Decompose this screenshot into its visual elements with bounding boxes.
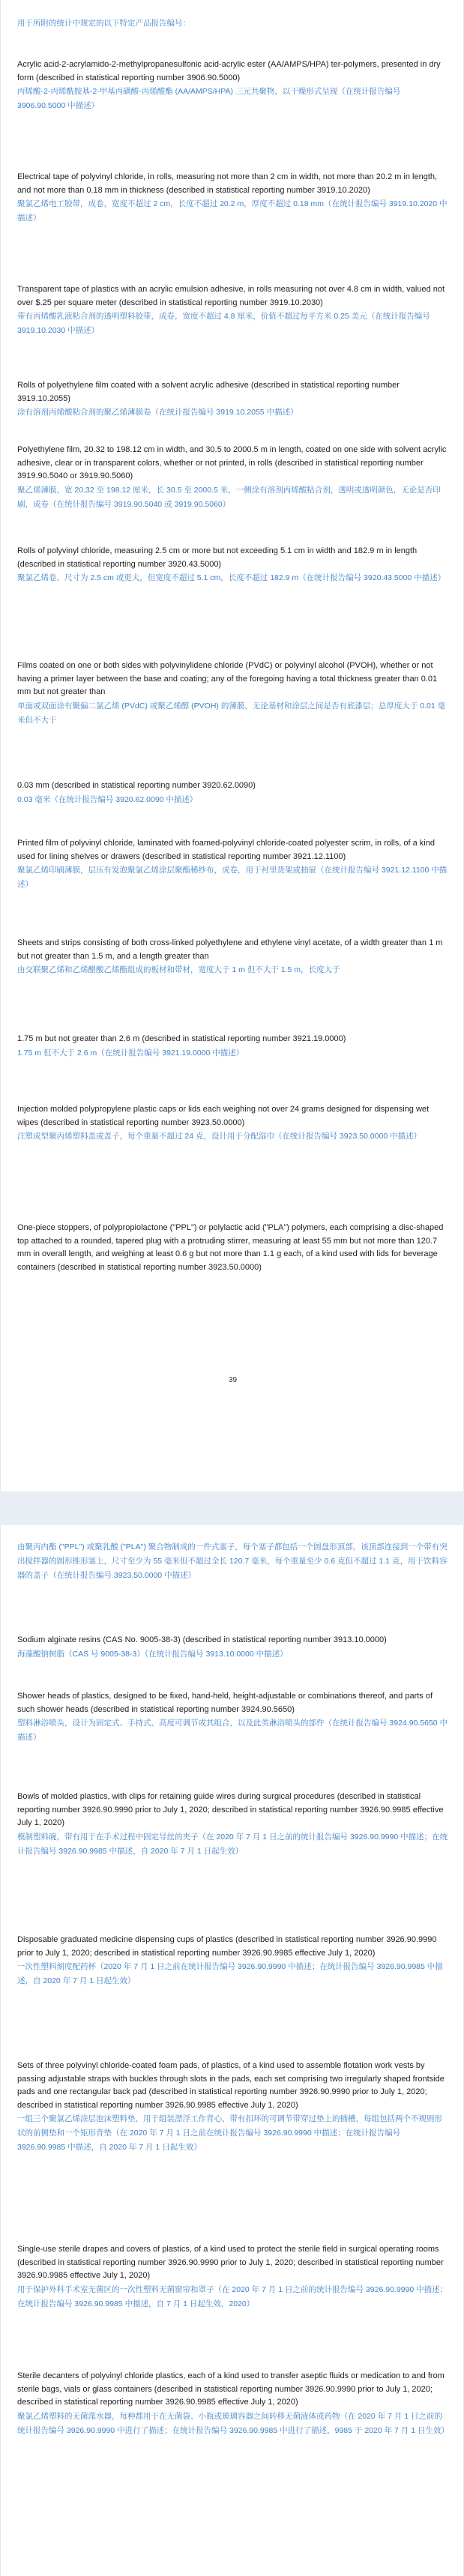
item-text-en: Sterile decanters of polyvinyl chloride plastics, each of a kind used to transfer aseptic fluids or medication to and from sterile bags, vials or glass containers (described in statistical reporting number 3926.90.9990 prior to July 1, 2020; described in statistical reporting number 3926.90.9985 effective July 1, 2020) xyxy=(17,2371,445,2407)
item-text-en: Rolls of polyvinyl chloride, measuring 2.5 cm or more but not exceeding 5.1 cm in width and 182.9 m in length (described in statistical reporting number 3920.43.5000) xyxy=(17,546,418,569)
page-number: 39 xyxy=(228,1376,238,1384)
item-text-zh: 聚氯乙烯印刷薄膜，层压有发泡聚氯乙烯涂层聚酯稀纱布，成卷，用于衬里货架或抽屉（在统计报告编号 3921.12.1100 中描述） xyxy=(17,866,448,889)
item-block xyxy=(17,1103,448,1144)
item-text-en: Electrical tape of polyvinyl chloride, in rolls, measuring not more than 2 cm in width, not more than 20.2 m in length, and not more than 0.18 mm in thickness (described in statistical reporting number 3919.10.2020) xyxy=(17,172,438,195)
page-separator xyxy=(0,1491,464,1525)
item-text-zh: 用于保护外科手术室无菌区的一次性塑料无菌窗帘和罩子（在 2020 年 7 月 1 日之前的统计报告编号 3926.90.9990 中描述；在统计报告编号 3926.90.9985 中描述，自 7 月 1 日起生效，2020） xyxy=(17,2284,448,2308)
item-text-zh: 聚氯乙烯卷，尺寸为 2.5 cm 或更大，但宽度不超过 5.1 cm，长度不超过 182.9 m（在统计报告编号 3920.43.5000 中描述） xyxy=(17,573,446,582)
item-text-zh: 涂有溶剂丙烯酸粘合剂的聚乙烯薄膜卷（在统计报告编号 3919.10.2055 中描述） xyxy=(17,408,298,417)
item-text-zh: 聚乙烯薄膜，宽 20.32 至 198.12 厘米，长 30.5 至 2000.5 米，一侧涂有溶剂丙烯酸粘合剂，透明或透明颜色，无论是否印刷，成卷（在统计报告编号 3919.90.5040 或 3919.90.5060） xyxy=(17,485,441,509)
item-block xyxy=(17,2370,448,2438)
item-text-en: Injection molded polypropylene plastic caps or lids each weighing not over 24 grams designed for dispensing wet wipes (described in statistical reporting number 3923.50.0000) xyxy=(17,1105,430,1127)
item-block xyxy=(17,2243,448,2311)
item-block xyxy=(17,1033,448,1061)
item-block xyxy=(17,171,448,226)
item-text-zh: 一组三个聚氯乙烯涂层泡沫塑料垫，用于组装漂浮工作背心，带有扣环的可调节带穿过垫上的插槽，每组包括两个不规则形状的前侧垫和一个矩形背垫（在 2020 年 7 月 1 日之前在统计报告编号 3926.90.9990 中描述；在统计报告编号 3926.90.9985 中描述，自 2020 年 7 月 1 日起生效） xyxy=(17,2114,442,2152)
item-block xyxy=(17,444,448,512)
item-text-en: Sets of three polyvinyl chloride-coated foam pads, of plastics, of a kind used to assemble flotation work vests by passing adjustable straps with buckles through slots in the pads, each set comprising two irregularly shaped frontside pads and one rectangular back pad (described in statistical reporting number 3926.90.9990 prior to July 1, 2020; described in statistical reporting number 3926.90.9985 effective July 1, 2020) xyxy=(17,2061,445,2110)
item-text-zh: 塑料淋浴喷头，设计为固定式、手持式、高度可调节或其组合，以及此类淋浴喷头的部件（在统计报告编号 3924.90.5650 中描述） xyxy=(17,1719,448,1742)
item-text-en: 0.03 mm (described in statistical reporting number 3920.62.0090) xyxy=(17,781,256,790)
item-text-zh: 丙烯酸-2-丙烯酰胺基-2-甲基丙磺酸-丙烯酸酯 (AA/AMPS/HPA) 三元共聚物，以干燥形式呈现（在统计报告编号 3906.90.5000 中描述） xyxy=(17,87,401,110)
item-text-en: Films coated on one or both sides with polyvinylidene chloride (PVdC) or polyvinyl alcohol (PVOH), whether or not having a primer layer between the base and coating; any of the foregoing having a total thickness greater than 0.01 mm but not greater than xyxy=(17,661,438,696)
item-text-en: Rolls of polyethylene film coated with a solvent acrylic adhesive (described in statistical reporting number 3919.10.2055) xyxy=(17,381,400,403)
item-block xyxy=(17,660,448,728)
item-text-zh: 由交联聚乙烯和乙烯醋酸乙烯酯组成的板材和带材，宽度大于 1 m 但不大于 1.5 m，长度大于 xyxy=(17,965,340,974)
intro-text-zh: 用于所附的统计中规定的以下特定产品报告编号： xyxy=(17,19,190,28)
item-block xyxy=(17,1540,448,1583)
item-text-zh: 由聚丙内酯 ("PPL") 或聚乳酸 ("PLA") 聚合物制成的一件式塞子，每个塞子都包括一个圆盘形顶部，该顶部连接到一个带有突出搅拌器的圆形锥形塞上，尺寸至少为 55 毫米但不超过全长 120.7 毫米，每个重量至少 0.6 克但不超过 1.1 克，用于饮料容器的盖子（在统计报告编号 3923.50.0000 中描述） xyxy=(17,1542,448,1580)
item-text-en: Disposable graduated medicine dispensing cups of plastics (described in statistical reporting number 3926.90.9990 prior to July 1, 2020; described in statistical reporting number 3926.90.9985 effective July 1, 2020) xyxy=(17,1935,437,1958)
item-block xyxy=(17,2060,448,2155)
item-block xyxy=(17,379,448,420)
item-block xyxy=(17,937,448,977)
item-block xyxy=(17,779,448,807)
item-text-en: Shower heads of plastics, designed to be fixed, hand-held, height-adjustable or combinations thereof, and parts of such shower heads (described in statistical reporting number 3924.90.5650) xyxy=(17,1692,433,1714)
intro-block xyxy=(17,16,448,31)
item-block xyxy=(17,58,448,113)
item-block xyxy=(17,837,448,892)
item-block xyxy=(17,1222,448,1274)
item-block xyxy=(17,283,448,338)
item-text-en: Polyethylene film, 20.32 to 198.12 cm in width, and 30.5 to 2000.5 m in length, coated on one side with solvent acrylic adhesive, clear or in transparent colors, whether or not printed, in rolls (described in statistical reporting number 3919.90.5040 or 3919.90.5060) xyxy=(17,445,447,480)
item-text-en: 1.75 m but not greater than 2.6 m (described in statistical reporting number 3921.19.0000) xyxy=(17,1034,346,1043)
item-text-zh: 聚氯乙烯电工胶带，成卷，宽度不超过 2 cm，长度不超过 20.2 m，厚度不超过 0.18 mm（在统计报告编号 3919.10.2020 中描述） xyxy=(17,199,448,223)
item-text-zh: 1.75 m 但不大于 2.6 m（在统计报告编号 3921.19.0000 中描述） xyxy=(17,1048,244,1058)
item-text-en: Single-use sterile drapes and covers of plastics, of a kind used to protect the sterile field in surgical operating rooms (described in statistical reporting number 3926.90.9990 prior to July 1, 2020; described in statistical reporting number 3926.90.9985 effective July 1, 2020) xyxy=(17,2245,444,2280)
item-block xyxy=(17,545,448,585)
item-text-en: Sheets and strips consisting of both cross-linked polyethylene and ethylene vinyl acetate, of a width greater than 1 m but not greater than 1.5 m, and a length greater than xyxy=(17,938,443,961)
item-block xyxy=(17,1934,448,1988)
item-text-en: Acrylic acid-2-acrylamido-2-methylpropanesulfonic acid-acrylic ester (AA/AMPS/HPA) ter-polymers, presented in dry form (described in statistical reporting number 3906.90.5000) xyxy=(17,60,441,82)
item-block xyxy=(17,1634,448,1662)
item-text-zh: 聚氯乙烯塑料的无菌滗水器，每种都用于在无菌袋、小瓶或玻璃容器之间转移无菌液体或药物（在 2020 年 7 月 1 日之前的统计报告编号 3926.90.9990 中进行了描述；在统计报告编号 3926.90.9985 中进行了描述，9985 于 2020 年 7 月 1 日生效） xyxy=(17,2411,449,2435)
item-block xyxy=(17,1791,448,1859)
item-text-en: Sodium alginate resins (CAS No. 9005-38-3) (described in statistical reporting number 3913.10.0000) xyxy=(17,1635,387,1644)
item-text-zh: 海藻酸钠树脂（CAS 号 9005-38-3）（在统计报告编号 3913.10.0000 中描述） xyxy=(17,1649,288,1659)
document-page-2 xyxy=(0,1525,464,2576)
item-block xyxy=(17,1690,448,1745)
item-text-en: Bowls of molded plastics, with clips for retaining guide wires during surgical procedures (described in statistical reporting number 3926.90.9990 prior to July 1, 2020; described in statistical reporting number 3926.90.9985 effective July 1, 2020) xyxy=(17,1792,444,1827)
item-text-en: Transparent tape of plastics with an acrylic emulsion adhesive, in rolls measuring not over 4.8 cm in width, valued not over $.25 per square meter (described in statistical reporting number 3919.10.2030) xyxy=(17,285,445,307)
item-text-zh: 带有丙烯酸乳液粘合剂的透明塑料胶带，成卷，宽度不超过 4.8 厘米，价值不超过每平方米 0.25 美元（在统计报告编号 3919.10.2030 中描述） xyxy=(17,312,430,335)
item-text-zh: 注塑成型聚丙烯塑料盖或盖子，每个重量不超过 24 克，设计用于分配湿巾（在统计报告编号 3923.50.0000 中描述） xyxy=(17,1132,422,1141)
item-text-zh: 一次性塑料刻度配药杯（2020 年 7 月 1 日之前在统计报告编号 3926.90.9990 中描述；在统计报告编号 3926.90.9985 中描述，自 2020 年 7 月 1 日起生效） xyxy=(17,1962,443,1985)
item-text-zh: 0.03 毫米（在统计报告编号 3920.62.0090 中描述） xyxy=(17,794,198,804)
item-text-en: One-piece stoppers, of polypropiolactone ("PPL") or polylactic acid ("PLA") polymers, each comprising a disc-shaped top attached to a rounded, tapered plug with a protruding stirrer, measuring at least 55 mm but not more than 120.7 mm in overall length, and weighing at least 0.6 g but not more than 1.1 g each, of a kind used with lids for beverage containers (described in statistical reporting number 3923.50.0000) xyxy=(17,1223,444,1272)
item-text-zh: 模制塑料碗，带有用于在手术过程中固定导丝的夹子（在 2020 年 7 月 1 日之前的统计报告编号 3926.90.9990 中描述；在统计报告编号 3926.90.9985 中描述，自 2020 年 7 月 1 日起生效） xyxy=(17,1832,448,1856)
item-text-zh: 单面或双面涂有聚偏二氯乙烯 (PVdC) 或聚乙烯醇 (PVOH) 的薄膜，无论基材和涂层之间是否有底漆层；总厚度大于 0.01 毫米但不大于 xyxy=(17,701,446,725)
item-text-en: Printed film of polyvinyl chloride, laminated with foamed-polyvinyl chloride-coated polyester scrim, in rolls, of a kind used for lining shelves or drawers (described in statistical reporting number 3921.12.1100) xyxy=(17,839,435,861)
